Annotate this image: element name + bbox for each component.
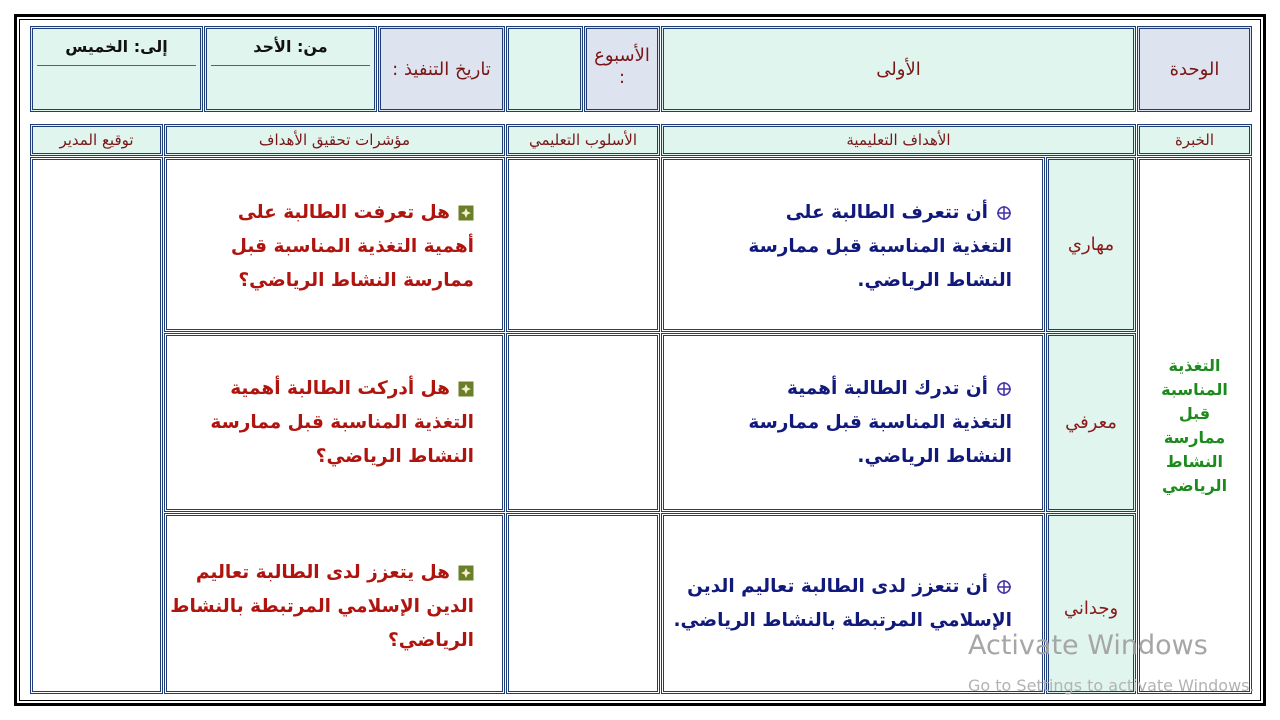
method-cell[interactable] xyxy=(506,513,660,694)
domain-label: مهاري xyxy=(1067,234,1115,255)
col-method xyxy=(506,124,660,156)
from-divider xyxy=(211,65,370,66)
col-indicators xyxy=(164,124,505,156)
crosshair-circle-icon xyxy=(996,381,1012,397)
square-flower-icon xyxy=(458,565,474,581)
experience-cell xyxy=(1137,157,1252,694)
domain-cell-skill xyxy=(1046,157,1136,332)
week-label-cell xyxy=(584,26,660,112)
method-cell[interactable] xyxy=(506,333,660,512)
week-value-cell[interactable] xyxy=(506,26,583,112)
activate-windows-subtitle: Go to Settings to activate Windows. xyxy=(968,676,1255,695)
domain-label: وجداني xyxy=(1063,598,1119,619)
indicator-text: هل أدركت الطالبة أهمية التغذية المناسبة قبل ممارسة النشاط الرياضي؟ xyxy=(210,378,474,467)
from-label: من: الأحد xyxy=(253,37,328,56)
col-signature xyxy=(30,124,163,156)
domain-cell-affective xyxy=(1046,513,1136,694)
crosshair-circle-icon xyxy=(996,579,1012,595)
indicator-text: هل تعرفت الطالبة على أهمية التغذية المناسبة قبل ممارسة النشاط الرياضي؟ xyxy=(230,202,474,291)
objective-text: أن تتعزز لدى الطالبة تعاليم الدين الإسلامي المرتبطة بالنشاط الرياضي. xyxy=(673,576,1012,631)
to-day-cell xyxy=(30,26,203,112)
execution-date-label-cell xyxy=(378,26,505,112)
execution-date-label: تاريخ التنفيذ : xyxy=(392,58,491,80)
objective-item xyxy=(730,196,1012,298)
objective-text: أن تدرك الطالبة أهمية التغذية المناسبة قبل ممارسة النشاط الرياضي. xyxy=(748,378,1012,467)
col-indicators-label: مؤشرات تحقيق الأهداف xyxy=(258,131,411,149)
signature-cell[interactable] xyxy=(30,157,163,694)
square-flower-icon xyxy=(458,381,474,397)
week-colon: : xyxy=(618,67,626,88)
domain-cell-cognitive xyxy=(1046,333,1136,512)
experience-title: التغذية المناسبة قبل ممارسة النشاط الرياضي xyxy=(1161,355,1228,495)
week-label: الأسبوع xyxy=(594,45,650,66)
to-label: إلى: الخميس xyxy=(65,37,168,56)
method-cell[interactable] xyxy=(506,157,660,332)
from-day-cell xyxy=(204,26,377,112)
unit-value-cell xyxy=(661,26,1136,112)
col-signature-label: توقيع المدير xyxy=(59,131,134,149)
unit-value: الأولى xyxy=(876,58,921,80)
activate-windows-title: Activate Windows xyxy=(968,630,1208,661)
unit-label-cell xyxy=(1137,26,1252,112)
square-flower-icon xyxy=(458,205,474,221)
indicator-item xyxy=(170,372,474,474)
objective-item xyxy=(730,372,1012,474)
indicator-text: هل يتعزز لدى الطالبة تعاليم الدين الإسلامي المرتبطة بالنشاط الرياضي؟ xyxy=(170,562,474,651)
indicator-item xyxy=(170,556,474,658)
indicator-item xyxy=(198,196,474,298)
col-experience-label: الخبرة xyxy=(1174,131,1215,149)
unit-label: الوحدة xyxy=(1169,58,1220,80)
domain-label: معرفي xyxy=(1065,412,1117,433)
objective-item xyxy=(672,570,1012,638)
col-objectives-label: الأهداف التعليمية xyxy=(846,131,951,149)
objective-text: أن تتعرف الطالبة على التغذية المناسبة قبل ممارسة النشاط الرياضي. xyxy=(748,202,1012,291)
col-experience xyxy=(1137,124,1252,156)
crosshair-circle-icon xyxy=(996,205,1012,221)
col-objectives xyxy=(661,124,1136,156)
to-divider xyxy=(37,65,196,66)
col-method-label: الأسلوب التعليمي xyxy=(528,131,638,149)
